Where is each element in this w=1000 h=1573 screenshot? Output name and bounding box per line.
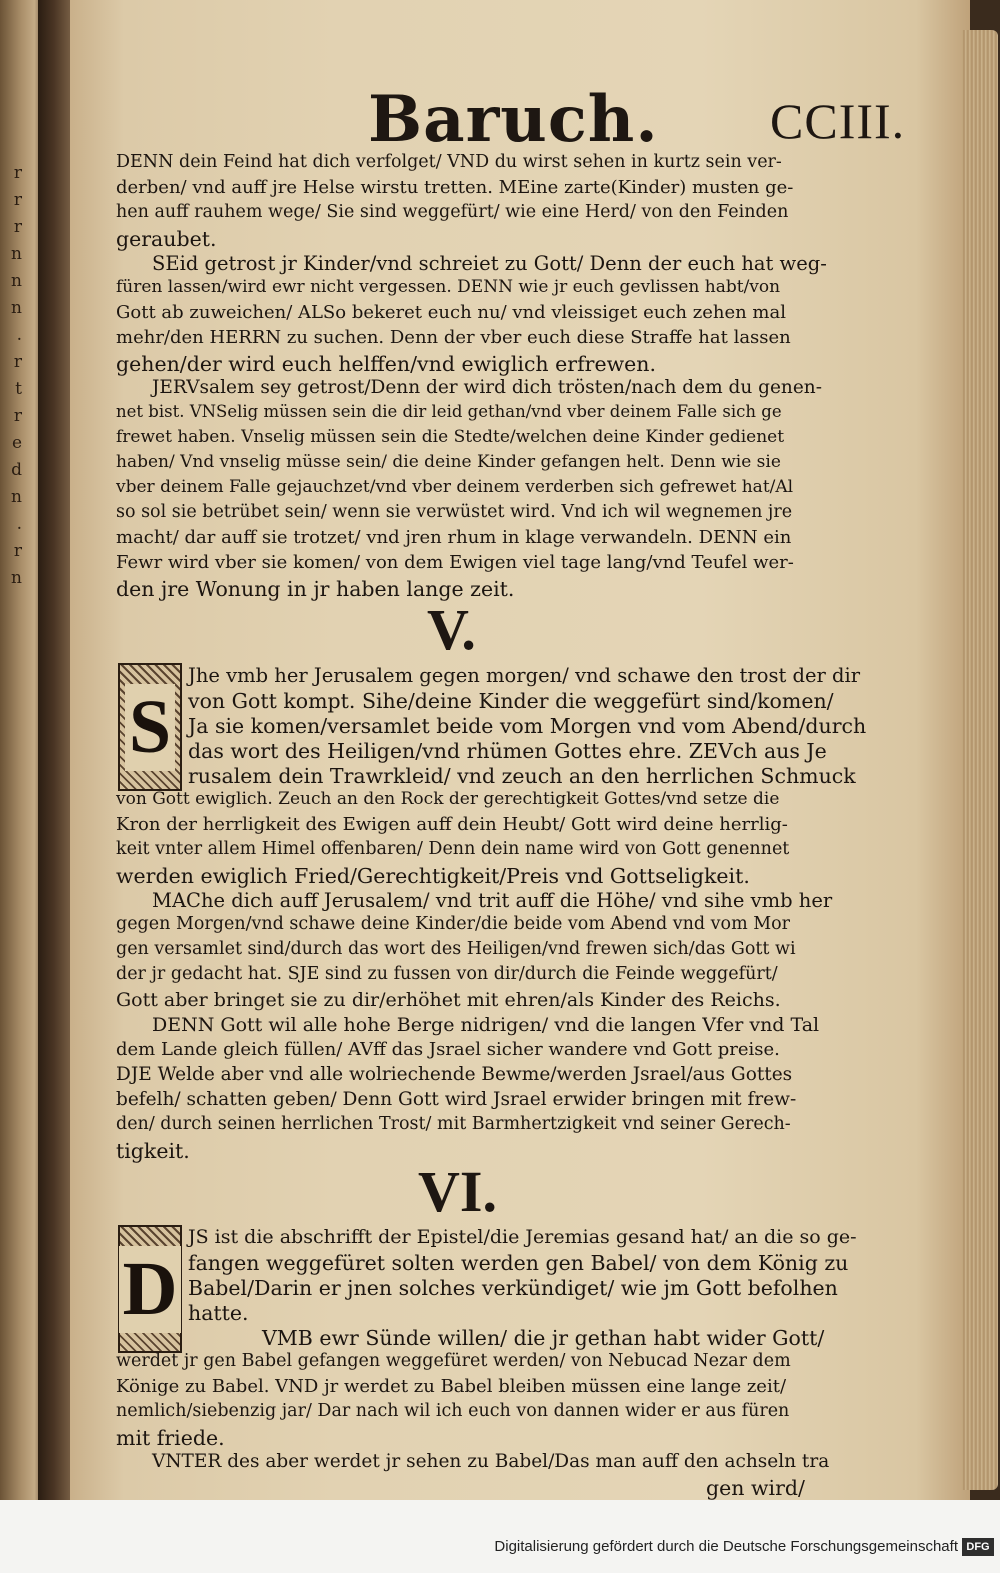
text-line: Fewr wird vber sie komen/ von dem Ewigen viel tage lang/vnd Teufel wer- — [116, 552, 794, 573]
folio-number: CCIII. — [770, 93, 906, 149]
text-line: DJE Welde aber vnd alle wolriechende Bewme/werden Jsrael/aus Gottes — [116, 1064, 793, 1085]
text-line: von Gott kompt. Sihe/deine Kinder die weggefürt sind/komen/ — [188, 689, 834, 713]
text-line: net bist. VNSelig müssen sein die dir leid gethan/vnd vber deinem Falle sich ge — [116, 402, 782, 421]
text-line: gen versamlet sind/durch das wort des Heiligen/vnd frewen sich/das Gott wi — [116, 939, 796, 959]
text-line: tigkeit. — [116, 1139, 190, 1163]
text-line: so sol sie betrübet sein/ wenn sie verwüstet wird. Vnd ich wil wegnemen jre — [116, 502, 793, 522]
running-title: Baruch. — [368, 82, 659, 157]
text-line: füren lassen/wird ewr nicht vergessen. DENN wie jr euch gevlissen habt/von — [116, 277, 781, 297]
text-line: DENN Gott wil alle hohe Berge nidrigen/ vnd die langen Vfer vnd Tal — [152, 1014, 820, 1036]
chapter-heading-5: V. — [427, 597, 476, 662]
page-edges — [962, 30, 998, 1490]
text-line: fangen weggefüret solten werden gen Babel/ von dem König zu — [188, 1251, 849, 1275]
text-line: Babel/Darin er jnen solches verkündiget/ wie jm Gott befolhen — [188, 1276, 838, 1300]
text-line: gegen Morgen/vnd schawe deine Kinder/die beide vom Abend vnd vom Mor — [116, 914, 791, 934]
text-line: Könige zu Babel. VND jr werdet zu Babel bleiben müssen eine lange zeit/ — [116, 1376, 787, 1397]
text-line: geraubet. — [116, 227, 217, 251]
text-line: macht/ dar auff sie trotzet/ vnd jren rhum in klage verwandeln. DENN ein — [116, 527, 792, 548]
text-line: dem Lande gleich füllen/ AVff das Jsrael sicher wandere vnd Gott preise. — [116, 1039, 780, 1060]
text-line: der jr gedacht hat. SJE sind zu fussen von dir/durch die Feinde weggefürt/ — [116, 964, 778, 984]
text-line: MAChe dich auff Jerusalem/ vnd trit auff die Höhe/ vnd sihe vmb her — [152, 889, 833, 912]
initial-letter: D — [119, 1246, 182, 1333]
text-line: Jhe vmb her Jerusalem gegen morgen/ vnd schawe den trost der dir — [188, 664, 861, 687]
decorated-initial-s — [118, 663, 182, 791]
dfg-logo: DFG — [962, 1538, 994, 1556]
text-line: gen wird/ — [706, 1476, 805, 1500]
text-line: Kron der herrligkeit des Ewigen auff dein Heubt/ Gott wird deine herrlig- — [116, 814, 788, 835]
text-line: VMB ewr Sünde willen/ die jr gethan habt wider Gott/ — [262, 1326, 825, 1350]
initial-letter: S — [125, 684, 175, 771]
text-line: Gott aber bringet sie zu dir/erhöhet mit ehren/als Kinder des Reichs. — [116, 989, 781, 1011]
facing-page-text: r r r n n n . r t r e d n . r n — [11, 163, 22, 588]
text-line: den/ durch seinen herrlichen Trost/ mit Barmhertzigkeit vnd seiner Gerech- — [116, 1114, 791, 1134]
text-line: SEid getrost jr Kinder/vnd schreiet zu Gott/ Denn der euch hat weg- — [152, 252, 827, 275]
text-line: JERVsalem sey getrost/Denn der wird dich trösten/nach dem du genen- — [152, 377, 822, 398]
text-line: keit vnter allem Himel offenbaren/ Denn dein name wird von Gott genennet — [116, 839, 790, 859]
text-line: hatte. — [188, 1301, 249, 1325]
text-line: hen auff rauhem wege/ Sie sind weggefürt/ wie eine Herd/ von den Feinden — [116, 202, 789, 222]
text-line: den jre Wonung in jr haben lange zeit. — [116, 577, 515, 601]
text-line: gehen/der wird euch helffen/vnd ewiglich erfrewen. — [116, 352, 656, 376]
text-line: befelh/ schatten geben/ Denn Gott wird Jsrael erwider bringen mit frew- — [116, 1089, 797, 1110]
footer-bar — [0, 1500, 1000, 1573]
text-line: mehr/den HERRN zu suchen. Denn der vber euch diese Straffe hat lassen — [116, 327, 791, 348]
text-line: Gott ab zuweichen/ ALSo bekeret euch nu/ vnd vleissiget euch zehen mal — [116, 302, 786, 323]
text-line: werdet jr gen Babel gefangen weggefüret werden/ von Nebucad Nezar dem — [116, 1351, 791, 1371]
chapter-heading-6: VI. — [418, 1159, 497, 1224]
text-line: VNTER des aber werdet jr sehen zu Babel/Das man auff den achseln tra — [152, 1451, 830, 1472]
text-line: das wort des Heiligen/vnd rhümen Gottes ehre. ZEVch aus Je — [188, 739, 827, 763]
footer-credit: Digitalisierung gefördert durch die Deutsche Forschungsgemeinschaft — [494, 1538, 958, 1555]
text-line: frewet haben. Vnselig müssen sein die Stedte/welchen deine Kinder gedienet — [116, 427, 785, 447]
text-line: nemlich/siebenzig jar/ Dar nach wil ich euch von dannen wider er aus füren — [116, 1401, 790, 1421]
text-line: haben/ Vnd vnselig müsse sein/ die deine Kinder gefangen helt. Denn wie sie — [116, 452, 781, 472]
decorated-initial-d — [118, 1225, 182, 1353]
text-line: derben/ vnd auff jre Helse wirstu tretten. MEine zarte(Kinder) musten ge- — [116, 177, 794, 198]
text-line: werden ewiglich Fried/Gerechtigkeit/Preis vnd Gottseligkeit. — [116, 864, 750, 888]
text-line: JS ist die abschrifft der Epistel/die Jeremias gesand hat/ an die so ge- — [188, 1226, 857, 1248]
text-line: vber deinem Falle gejauchzet/vnd vber deinem verderben sich gefrewet hat/Al — [116, 477, 794, 497]
text-line: Ja sie komen/versamlet beide vom Morgen vnd vom Abend/durch — [188, 714, 867, 738]
text-line: rusalem dein Trawrkleid/ vnd zeuch an den herrlichen Schmuck — [188, 764, 856, 788]
text-line: DENN dein Feind hat dich verfolget/ VND du wirst sehen in kurtz sein ver- — [116, 152, 782, 172]
text-line: mit friede. — [116, 1426, 225, 1450]
text-line: von Gott ewiglich. Zeuch an den Rock der gerechtigkeit Gottes/vnd setze die — [116, 789, 780, 809]
